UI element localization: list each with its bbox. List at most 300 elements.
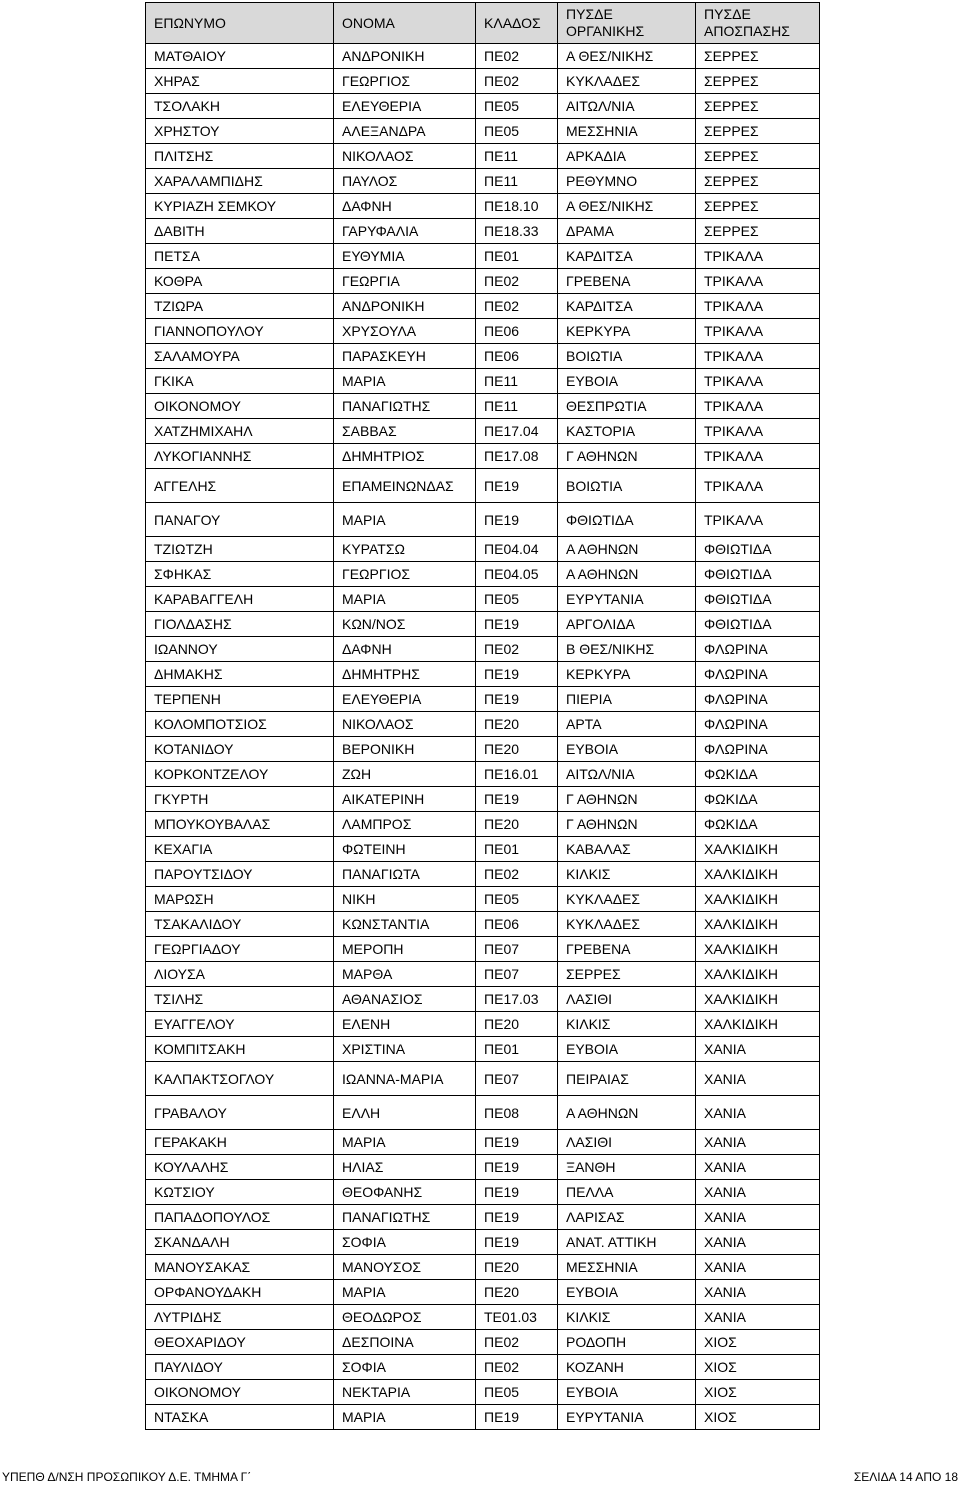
cell-organic-pysde: ΑΡΓΟΛΙΔΑ [558,612,696,637]
cell-secondment-pysde: ΣΕΡΡΕΣ [696,219,820,244]
cell-surname: ΤΖΙΩΤΖΗ [146,537,334,562]
cell-secondment-pysde: ΤΡΙΚΑΛΑ [696,269,820,294]
cell-specialty: ΠΕ18.10 [476,194,558,219]
table-row [146,762,820,787]
cell-specialty: ΠΕ06 [476,912,558,937]
cell-specialty: ΠΕ02 [476,269,558,294]
cell-surname: ΚΩΤΣΙΟΥ [146,1180,334,1205]
cell-secondment-pysde: ΤΡΙΚΑΛΑ [696,394,820,419]
cell-secondment-pysde: ΧΑΛΚΙΔΙΚΗ [696,987,820,1012]
cell-secondment-pysde: ΤΡΙΚΑΛΑ [696,444,820,469]
table-row [146,1012,820,1037]
cell-name: ΓΕΩΡΓΙΟΣ [334,562,476,587]
cell-secondment-pysde: ΤΡΙΚΑΛΑ [696,419,820,444]
cell-name: ΔΑΦΝΗ [334,637,476,662]
table-row [146,562,820,587]
cell-surname: ΚΟΜΠΙΤΣΑΚΗ [146,1037,334,1062]
cell-organic-pysde: ΡΕΘΥΜΝΟ [558,169,696,194]
cell-surname: ΜΑΡΩΣΗ [146,887,334,912]
cell-organic-pysde: ΓΡΕΒΕΝΑ [558,937,696,962]
cell-name: ΕΥΘΥΜΙΑ [334,244,476,269]
cell-secondment-pysde: ΤΡΙΚΑΛΑ [696,294,820,319]
cell-surname: ΓΙΑΝΝΟΠΟΥΛΟΥ [146,319,334,344]
cell-name: ΓΕΩΡΓΙΑ [334,269,476,294]
table-row [146,662,820,687]
cell-secondment-pysde: ΦΘΙΩΤΙΔΑ [696,537,820,562]
cell-specialty: ΠΕ05 [476,587,558,612]
cell-name: ΔΗΜΗΤΡΗΣ [334,662,476,687]
cell-name: ΜΑΡΙΑ [334,1280,476,1305]
cell-specialty: ΠΕ08 [476,1096,558,1130]
cell-specialty: ΠΕ01 [476,837,558,862]
cell-specialty: ΠΕ05 [476,1380,558,1405]
cell-name: ΜΑΡΘΑ [334,962,476,987]
header-secondment-pysde: ΠΥΣΔΕ ΑΠΟΣΠΑΣΗΣ [696,3,820,44]
cell-secondment-pysde: ΧΑΝΙΑ [696,1062,820,1096]
cell-organic-pysde: ΜΕΣΣΗΝΙΑ [558,119,696,144]
cell-organic-pysde: Α ΘΕΣ/ΝΙΚΗΣ [558,194,696,219]
cell-organic-pysde: ΚΙΛΚΙΣ [558,1305,696,1330]
table-row [146,962,820,987]
table-row [146,1355,820,1380]
cell-surname: ΔΗΜΑΚΗΣ [146,662,334,687]
cell-surname: ΚΟΥΛΑΛΗΣ [146,1155,334,1180]
cell-surname: ΚΑΡΑΒΑΓΓΕΛΗ [146,587,334,612]
cell-surname: ΛΥΚΟΓΙΑΝΝΗΣ [146,444,334,469]
cell-organic-pysde: Α ΑΘΗΝΩΝ [558,562,696,587]
cell-name: ΑΛΕΞΑΝΔΡΑ [334,119,476,144]
cell-organic-pysde: ΔΡΑΜΑ [558,219,696,244]
cell-name: ΑΝΔΡΟΝΙΚΗ [334,44,476,69]
cell-name: ΜΑΡΙΑ [334,1405,476,1430]
table-row [146,1062,820,1096]
cell-surname: ΓΙΟΛΔΑΣΗΣ [146,612,334,637]
cell-secondment-pysde: ΣΕΡΡΕΣ [696,69,820,94]
cell-organic-pysde: ΕΥΡΥΤΑΝΙΑ [558,1405,696,1430]
header-organic-pysde: ΠΥΣΔΕ ΟΡΓΑΝΙΚΗΣ [558,3,696,44]
cell-name: ΕΛΛΗ [334,1096,476,1130]
cell-name: ΕΛΕΥΘΕΡΙΑ [334,94,476,119]
cell-surname: ΠΕΤΣΑ [146,244,334,269]
table-row [146,737,820,762]
table-row [146,94,820,119]
cell-surname: ΚΑΛΠΑΚΤΣΟΓΛΟΥ [146,1062,334,1096]
cell-surname: ΛΙΟΥΣΑ [146,962,334,987]
table-row [146,1255,820,1280]
cell-name: ΠΑΡΑΣΚΕΥΗ [334,344,476,369]
cell-secondment-pysde: ΧΑΛΚΙΔΙΚΗ [696,912,820,937]
cell-specialty: ΠΕ19 [476,662,558,687]
cell-surname: ΣΦΗΚΑΣ [146,562,334,587]
cell-organic-pysde: ΚΕΡΚΥΡΑ [558,319,696,344]
cell-name: ΒΕΡΟΝΙΚΗ [334,737,476,762]
table-row [146,1380,820,1405]
cell-name: ΠΑΥΛΟΣ [334,169,476,194]
cell-specialty: ΠΕ04.04 [476,537,558,562]
table-row [146,1230,820,1255]
cell-surname: ΓΡΑΒΑΛΟΥ [146,1096,334,1130]
cell-organic-pysde: ΘΕΣΠΡΩΤΙΑ [558,394,696,419]
cell-specialty: ΠΕ02 [476,1355,558,1380]
cell-name: ΚΩΝΣΤΑΝΤΙΑ [334,912,476,937]
cell-secondment-pysde: ΦΩΚΙΔΑ [696,787,820,812]
cell-organic-pysde: ΚΑΣΤΟΡΙΑ [558,419,696,444]
cell-organic-pysde: ΡΟΔΟΠΗ [558,1330,696,1355]
cell-name: ΝΙΚΟΛΑΟΣ [334,144,476,169]
cell-secondment-pysde: ΣΕΡΡΕΣ [696,194,820,219]
cell-surname: ΠΑΝΑΓΟΥ [146,503,334,537]
placement-table [145,2,820,1430]
cell-surname: ΣΑΛΑΜΟΥΡΑ [146,344,334,369]
cell-specialty: ΠΕ11 [476,394,558,419]
cell-specialty: ΠΕ19 [476,612,558,637]
cell-specialty: ΠΕ06 [476,319,558,344]
cell-surname: ΠΑΥΛΙΔΟΥ [146,1355,334,1380]
cell-organic-pysde: ΚΕΡΚΥΡΑ [558,662,696,687]
cell-organic-pysde: Α ΘΕΣ/ΝΙΚΗΣ [558,44,696,69]
cell-specialty: ΠΕ20 [476,737,558,762]
cell-surname: ΚΟΘΡΑ [146,269,334,294]
cell-secondment-pysde: ΧΑΝΙΑ [696,1096,820,1130]
cell-organic-pysde: ΚΑΡΔΙΤΣΑ [558,244,696,269]
table-row [146,194,820,219]
cell-name: ΜΑΡΙΑ [334,1130,476,1155]
cell-specialty: ΠΕ16.01 [476,762,558,787]
footer-department: ΥΠΕΠΘ Δ/ΝΣΗ ΠΡΟΣΩΠΙΚΟΥ Δ.Ε. ΤΜΗΜΑ Γ΄ [2,1470,252,1484]
cell-specialty: ΠΕ17.03 [476,987,558,1012]
cell-secondment-pysde: ΣΕΡΡΕΣ [696,44,820,69]
table-row [146,119,820,144]
table-row [146,169,820,194]
cell-surname: ΟΙΚΟΝΟΜΟΥ [146,1380,334,1405]
table-row [146,503,820,537]
cell-specialty: ΠΕ19 [476,687,558,712]
cell-secondment-pysde: ΦΩΚΙΔΑ [696,812,820,837]
cell-name: ΠΑΝΑΓΙΩΤΗΣ [334,1205,476,1230]
cell-specialty: ΠΕ05 [476,119,558,144]
cell-secondment-pysde: ΤΡΙΚΑΛΑ [696,344,820,369]
cell-secondment-pysde: ΧΑΝΙΑ [696,1037,820,1062]
cell-organic-pysde: ΑΡΤΑ [558,712,696,737]
cell-organic-pysde: ΕΥΡΥΤΑΝΙΑ [558,587,696,612]
cell-surname: ΜΑΤΘΑΙΟΥ [146,44,334,69]
cell-surname: ΠΛΙΤΣΗΣ [146,144,334,169]
cell-surname: ΘΕΟΧΑΡΙΔΟΥ [146,1330,334,1355]
cell-name: ΑΘΑΝΑΣΙΟΣ [334,987,476,1012]
cell-secondment-pysde: ΧΑΝΙΑ [696,1255,820,1280]
cell-organic-pysde: Γ ΑΘΗΝΩΝ [558,787,696,812]
cell-specialty: ΠΕ20 [476,712,558,737]
cell-surname: ΜΑΝΟΥΣΑΚΑΣ [146,1255,334,1280]
cell-name: ΜΕΡΟΠΗ [334,937,476,962]
cell-organic-pysde: ΒΟΙΩΤΙΑ [558,344,696,369]
cell-secondment-pysde: ΦΘΙΩΤΙΔΑ [696,587,820,612]
cell-secondment-pysde: ΦΛΩΡΙΝΑ [696,662,820,687]
cell-name: ΓΑΡΥΦΑΛΙΑ [334,219,476,244]
cell-surname: ΝΤΑΣΚΑ [146,1405,334,1430]
cell-name: ΗΛΙΑΣ [334,1155,476,1180]
cell-secondment-pysde: ΦΛΩΡΙΝΑ [696,687,820,712]
cell-specialty: ΠΕ19 [476,1230,558,1255]
cell-secondment-pysde: ΧΑΛΚΙΔΙΚΗ [696,887,820,912]
cell-surname: ΚΥΡΙΑΖΗ ΣΕΜΚΟΥ [146,194,334,219]
cell-organic-pysde: Α ΑΘΗΝΩΝ [558,537,696,562]
cell-secondment-pysde: ΤΡΙΚΑΛΑ [696,503,820,537]
cell-secondment-pysde: ΣΕΡΡΕΣ [696,119,820,144]
cell-name: ΣΑΒΒΑΣ [334,419,476,444]
cell-specialty: ΠΕ02 [476,69,558,94]
cell-surname: ΙΩΑΝΝΟΥ [146,637,334,662]
cell-secondment-pysde: ΧΑΝΙΑ [696,1180,820,1205]
cell-surname: ΓΚΙΚΑ [146,369,334,394]
cell-specialty: ΠΕ02 [476,294,558,319]
cell-organic-pysde: ΚΙΛΚΙΣ [558,1012,696,1037]
cell-name: ΖΩΗ [334,762,476,787]
cell-organic-pysde: ΑΙΤΩΛ/ΝΙΑ [558,762,696,787]
table-row [146,537,820,562]
table-row [146,1205,820,1230]
table-row [146,637,820,662]
cell-name: ΧΡΙΣΤΙΝΑ [334,1037,476,1062]
cell-surname: ΤΖΙΩΡΑ [146,294,334,319]
cell-name: ΠΑΝΑΓΙΩΤΗΣ [334,394,476,419]
cell-surname: ΤΕΡΠΕΝΗ [146,687,334,712]
cell-secondment-pysde: ΧΑΛΚΙΔΙΚΗ [696,837,820,862]
table-row [146,862,820,887]
cell-surname: ΜΠΟΥΚΟΥΒΑΛΑΣ [146,812,334,837]
cell-organic-pysde: ΜΕΣΣΗΝΙΑ [558,1255,696,1280]
table-row [146,469,820,503]
cell-specialty: ΠΕ07 [476,1062,558,1096]
table-row [146,219,820,244]
cell-surname: ΚΕΧΑΓΙΑ [146,837,334,862]
table-row [146,987,820,1012]
cell-organic-pysde: ΚΑΡΔΙΤΣΑ [558,294,696,319]
cell-name: ΣΟΦΙΑ [334,1230,476,1255]
cell-name: ΜΑΡΙΑ [334,369,476,394]
table-row [146,369,820,394]
table-row [146,44,820,69]
cell-name: ΚΥΡΑΤΣΩ [334,537,476,562]
cell-secondment-pysde: ΤΡΙΚΑΛΑ [696,469,820,503]
cell-specialty: ΠΕ20 [476,1012,558,1037]
cell-secondment-pysde: ΧΑΛΚΙΔΙΚΗ [696,962,820,987]
cell-organic-pysde: ΛΑΣΙΘΙ [558,987,696,1012]
cell-secondment-pysde: ΤΡΙΚΑΛΑ [696,319,820,344]
cell-specialty: ΠΕ02 [476,637,558,662]
cell-secondment-pysde: ΧΑΝΙΑ [696,1305,820,1330]
cell-organic-pysde: ΑΝΑΤ. ΑΤΤΙΚΗ [558,1230,696,1255]
header-name: ΟΝΟΜΑ [334,3,476,44]
cell-name: ΓΕΩΡΓΙΟΣ [334,69,476,94]
table-row [146,1305,820,1330]
table-row [146,1180,820,1205]
table-row [146,1130,820,1155]
cell-specialty: ΠΕ02 [476,862,558,887]
cell-specialty: ΠΕ19 [476,787,558,812]
cell-organic-pysde: ΠΕΛΛΑ [558,1180,696,1205]
cell-name: ΠΑΝΑΓΙΩΤΑ [334,862,476,887]
cell-specialty: ΠΕ02 [476,1330,558,1355]
cell-secondment-pysde: ΦΛΩΡΙΝΑ [696,712,820,737]
table-row [146,1330,820,1355]
table-row [146,687,820,712]
cell-surname: ΓΚΥΡΤΗ [146,787,334,812]
cell-organic-pysde: ΠΕΙΡΑΙΑΣ [558,1062,696,1096]
cell-specialty: ΠΕ01 [476,1037,558,1062]
cell-surname: ΠΑΠΑΔΟΠΟΥΛΟΣ [146,1205,334,1230]
cell-surname: ΚΟΤΑΝΙΔΟΥ [146,737,334,762]
cell-surname: ΕΥΑΓΓΕΛΟΥ [146,1012,334,1037]
cell-specialty: ΠΕ19 [476,1130,558,1155]
table-row [146,444,820,469]
cell-surname: ΑΓΓΕΛΗΣ [146,469,334,503]
cell-name: ΝΙΚΗ [334,887,476,912]
cell-surname: ΓΕΩΡΓΙΑΔΟΥ [146,937,334,962]
page-footer [0,1470,960,1486]
table-row [146,912,820,937]
cell-organic-pysde: Α ΑΘΗΝΩΝ [558,1096,696,1130]
cell-organic-pysde: ΕΥΒΟΙΑ [558,369,696,394]
cell-specialty: ΠΕ19 [476,1405,558,1430]
cell-name: ΛΑΜΠΡΟΣ [334,812,476,837]
cell-surname: ΠΑΡΟΥΤΣΙΔΟΥ [146,862,334,887]
table-row [146,244,820,269]
cell-organic-pysde: ΓΡΕΒΕΝΑ [558,269,696,294]
cell-secondment-pysde: ΦΩΚΙΔΑ [696,762,820,787]
table-row [146,937,820,962]
cell-organic-pysde: ΚΥΚΛΑΔΕΣ [558,887,696,912]
table-row [146,294,820,319]
table-row [146,144,820,169]
cell-secondment-pysde: ΦΛΩΡΙΝΑ [696,737,820,762]
table-row [146,344,820,369]
cell-organic-pysde: ΕΥΒΟΙΑ [558,1380,696,1405]
table-row [146,712,820,737]
cell-organic-pysde: ΠΙΕΡΙΑ [558,687,696,712]
cell-organic-pysde: ΣΕΡΡΕΣ [558,962,696,987]
cell-surname: ΤΣΟΛΑΚΗ [146,94,334,119]
cell-organic-pysde: ΒΟΙΩΤΙΑ [558,469,696,503]
cell-specialty: ΠΕ07 [476,962,558,987]
cell-organic-pysde: ΦΘΙΩΤΙΔΑ [558,503,696,537]
cell-specialty: ΠΕ11 [476,369,558,394]
cell-name: ΘΕΟΦΑΝΗΣ [334,1180,476,1205]
cell-organic-pysde: ΕΥΒΟΙΑ [558,1280,696,1305]
cell-organic-pysde: Β ΘΕΣ/ΝΙΚΗΣ [558,637,696,662]
cell-secondment-pysde: ΧΙΟΣ [696,1405,820,1430]
cell-secondment-pysde: ΦΛΩΡΙΝΑ [696,637,820,662]
table-row [146,319,820,344]
cell-secondment-pysde: ΧΑΝΙΑ [696,1130,820,1155]
table-row [146,887,820,912]
cell-organic-pysde: ΚΟΖΑΝΗ [558,1355,696,1380]
cell-surname: ΣΚΑΝΔΑΛΗ [146,1230,334,1255]
cell-surname: ΧΡΗΣΤΟΥ [146,119,334,144]
cell-secondment-pysde: ΣΕΡΡΕΣ [696,144,820,169]
cell-surname: ΤΣΑΚΑΛΙΔΟΥ [146,912,334,937]
cell-secondment-pysde: ΣΕΡΡΕΣ [696,94,820,119]
cell-name: ΦΩΤΕΙΝΗ [334,837,476,862]
table-row [146,69,820,94]
cell-surname: ΛΥΤΡΙΔΗΣ [146,1305,334,1330]
cell-organic-pysde: ΚΑΒΑΛΑΣ [558,837,696,862]
table-row [146,1096,820,1130]
cell-specialty: ΠΕ20 [476,812,558,837]
cell-secondment-pysde: ΧΑΝΙΑ [696,1155,820,1180]
cell-name: ΔΑΦΝΗ [334,194,476,219]
cell-name: ΙΩΑΝΝΑ-ΜΑΡΙΑ [334,1062,476,1096]
cell-specialty: ΠΕ02 [476,44,558,69]
cell-surname: ΤΣΙΛΗΣ [146,987,334,1012]
cell-specialty: ΠΕ11 [476,144,558,169]
table-row [146,1405,820,1430]
cell-surname: ΟΙΚΟΝΟΜΟΥ [146,394,334,419]
table-row [146,1155,820,1180]
cell-name: ΕΛΕΝΗ [334,1012,476,1037]
table-body [146,44,820,1430]
cell-specialty: ΠΕ19 [476,1205,558,1230]
cell-organic-pysde: ΚΥΚΛΑΔΕΣ [558,69,696,94]
cell-organic-pysde: ΚΥΚΛΑΔΕΣ [558,912,696,937]
cell-surname: ΧΑΤΖΗΜΙΧΑΗΛ [146,419,334,444]
header-row [146,3,820,44]
cell-name: ΔΗΜΗΤΡΙΟΣ [334,444,476,469]
cell-specialty: ΠΕ06 [476,344,558,369]
cell-secondment-pysde: ΤΡΙΚΑΛΑ [696,244,820,269]
cell-specialty: ΠΕ20 [476,1255,558,1280]
cell-specialty: ΠΕ05 [476,887,558,912]
cell-surname: ΚΟΡΚΟΝΤΖΕΛΟΥ [146,762,334,787]
cell-secondment-pysde: ΧΑΝΙΑ [696,1280,820,1305]
cell-secondment-pysde: ΤΡΙΚΑΛΑ [696,369,820,394]
cell-name: ΑΝΔΡΟΝΙΚΗ [334,294,476,319]
cell-specialty: ΠΕ07 [476,937,558,962]
cell-name: ΘΕΟΔΩΡΟΣ [334,1305,476,1330]
cell-secondment-pysde: ΧΑΛΚΙΔΙΚΗ [696,862,820,887]
table-row [146,269,820,294]
cell-specialty: ΠΕ18.33 [476,219,558,244]
cell-secondment-pysde: ΦΘΙΩΤΙΔΑ [696,562,820,587]
cell-specialty: ΠΕ11 [476,169,558,194]
cell-surname: ΚΟΛΟΜΠΟΤΣΙΟΣ [146,712,334,737]
cell-specialty: ΠΕ17.04 [476,419,558,444]
cell-specialty: ΠΕ01 [476,244,558,269]
table-row [146,837,820,862]
table-row [146,812,820,837]
cell-organic-pysde: ΑΡΚΑΔΙΑ [558,144,696,169]
cell-specialty: ΠΕ20 [476,1280,558,1305]
cell-name: ΔΕΣΠΟΙΝΑ [334,1330,476,1355]
cell-specialty: ΠΕ19 [476,503,558,537]
cell-surname: ΟΡΦΑΝΟΥΔΑΚΗ [146,1280,334,1305]
cell-surname: ΧΗΡΑΣ [146,69,334,94]
table-row [146,1280,820,1305]
cell-name: ΧΡΥΣΟΥΛΑ [334,319,476,344]
cell-surname: ΓΕΡΑΚΑΚΗ [146,1130,334,1155]
cell-organic-pysde: ΞΑΝΘΗ [558,1155,696,1180]
cell-specialty: ΠΕ04.05 [476,562,558,587]
header-specialty: ΚΛΑΔΟΣ [476,3,558,44]
cell-secondment-pysde: ΧΙΟΣ [696,1380,820,1405]
cell-name: ΑΙΚΑΤΕΡΙΝΗ [334,787,476,812]
cell-surname: ΧΑΡΑΛΑΜΠΙΔΗΣ [146,169,334,194]
cell-specialty: ΠΕ19 [476,1155,558,1180]
cell-secondment-pysde: ΧΑΛΚΙΔΙΚΗ [696,1012,820,1037]
cell-name: ΜΑΝΟΥΣΟΣ [334,1255,476,1280]
cell-name: ΝΕΚΤΑΡΙΑ [334,1380,476,1405]
cell-surname: ΔΑΒΙΤΗ [146,219,334,244]
